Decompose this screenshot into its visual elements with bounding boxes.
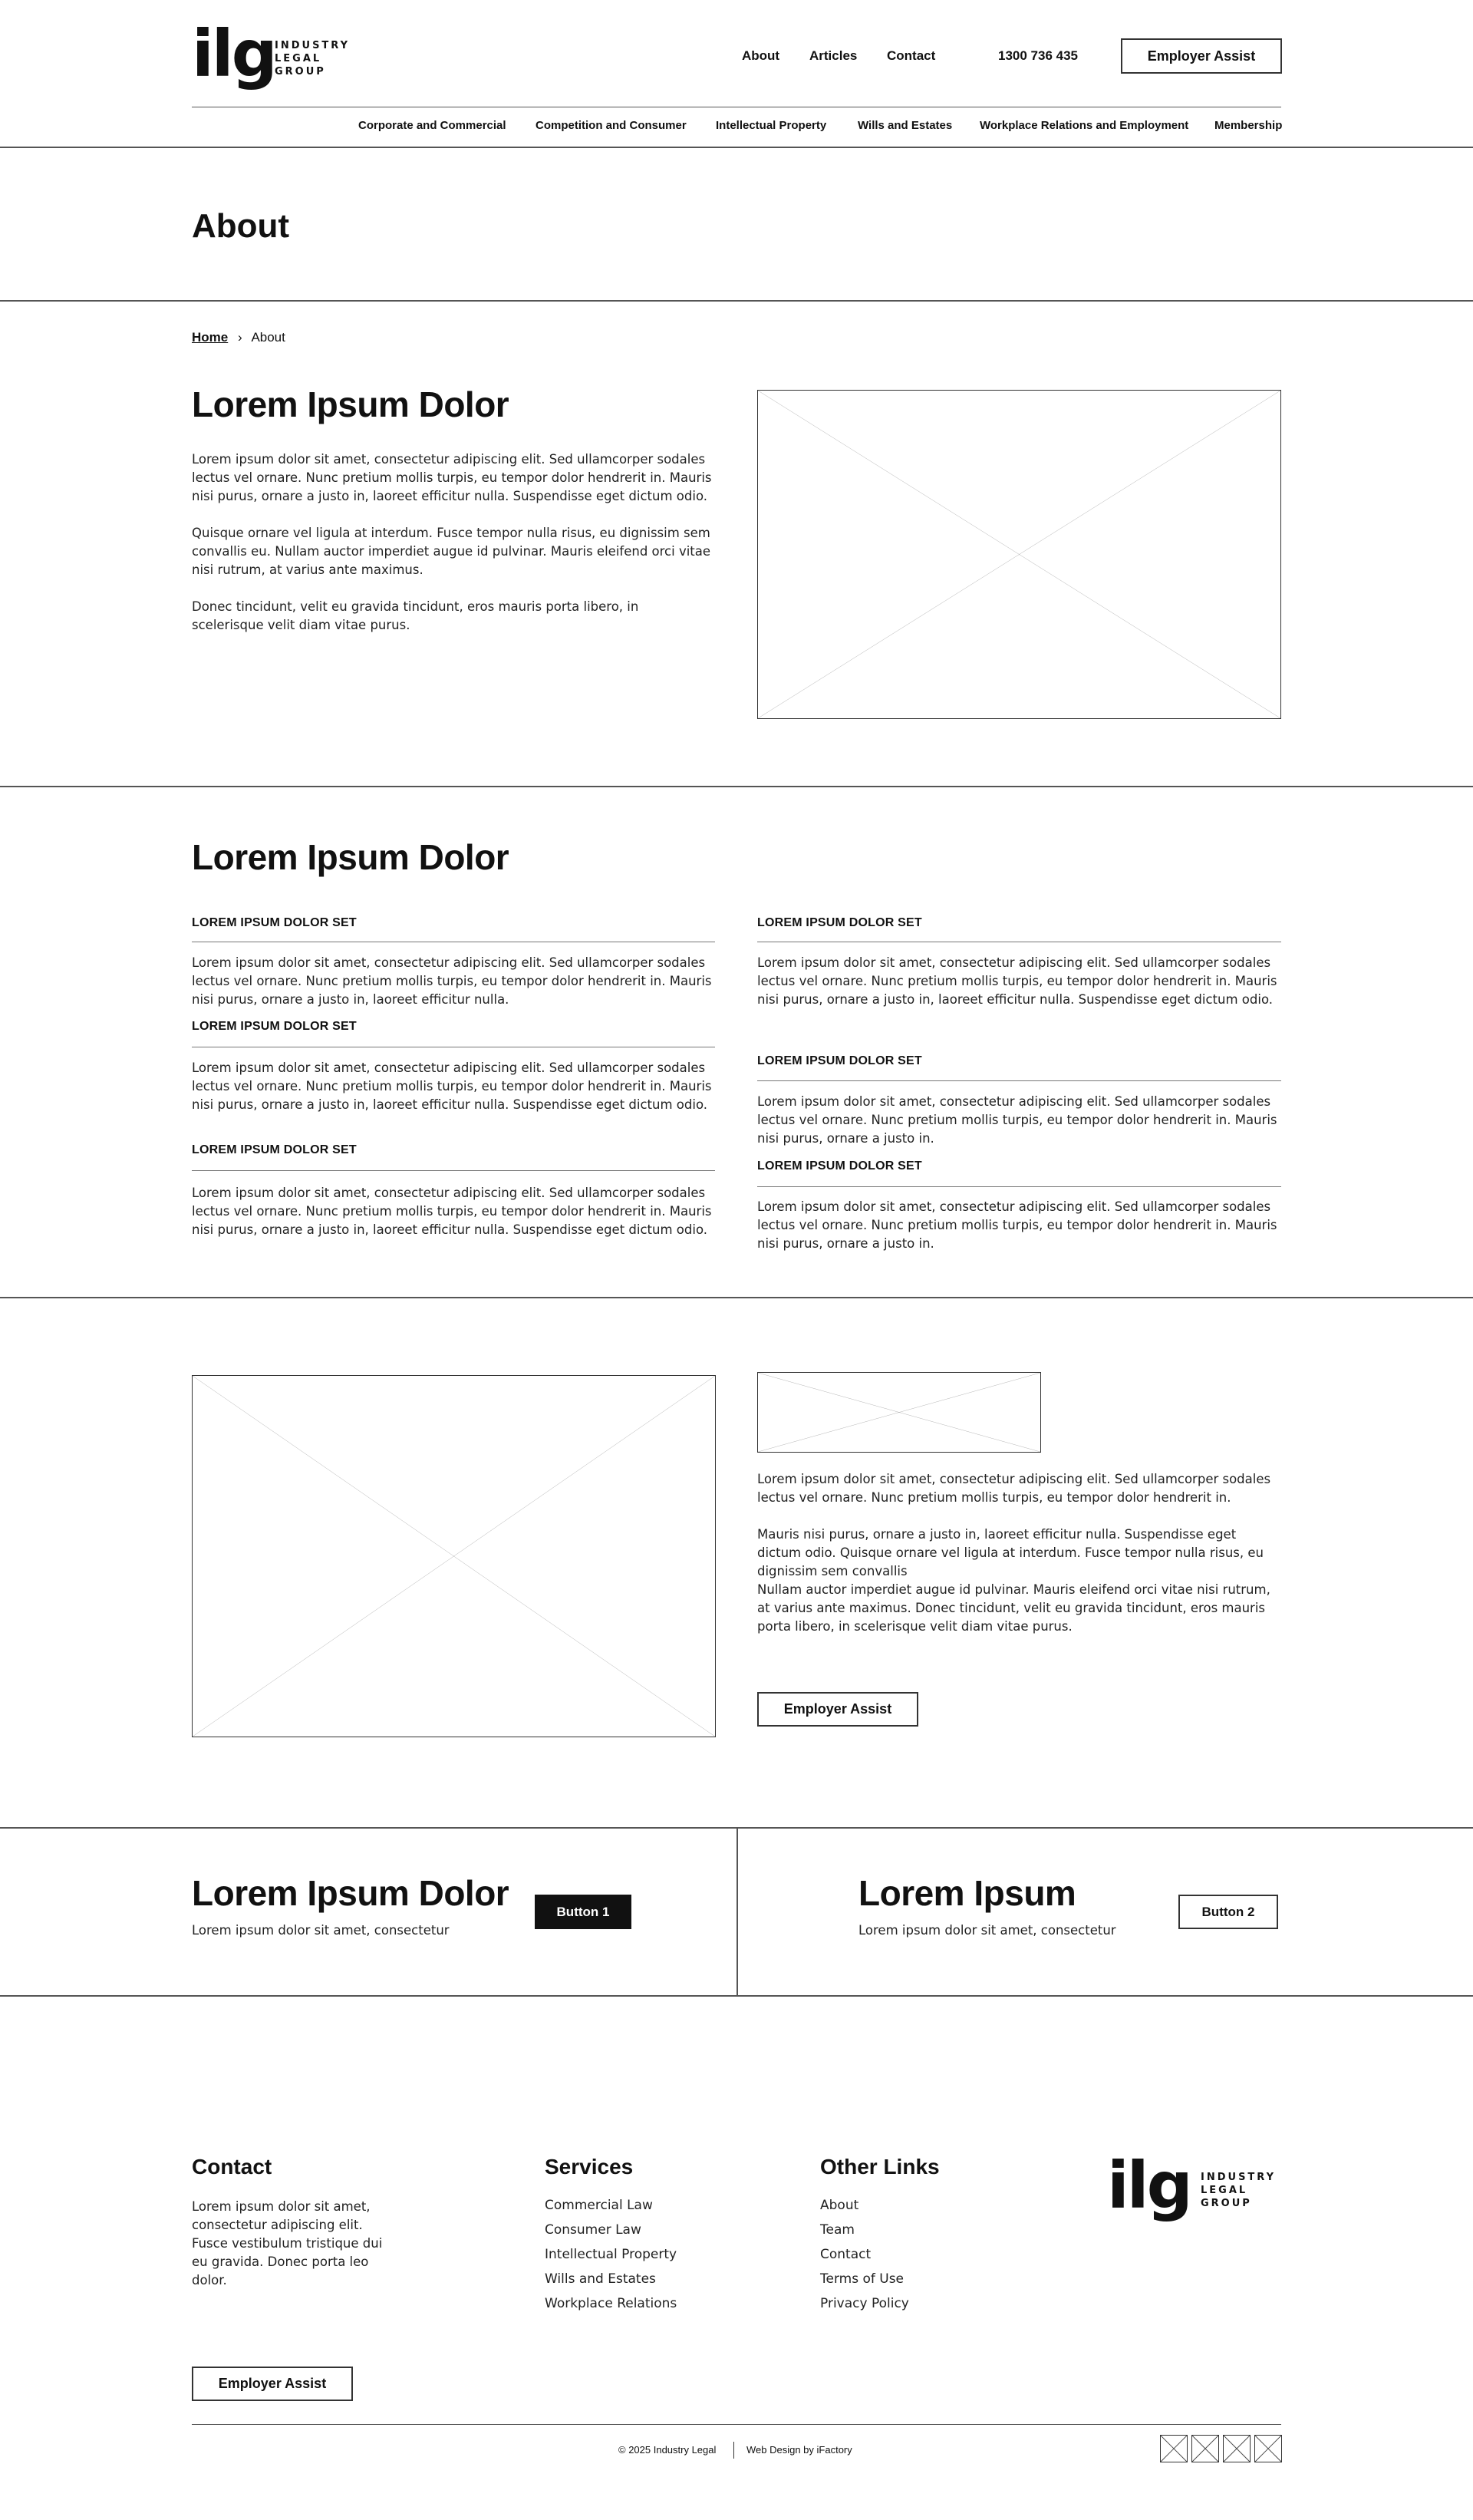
footer-credit-divider [733, 2442, 734, 2459]
social-icon-1[interactable] [1160, 2435, 1188, 2462]
social-icon-2[interactable] [1191, 2435, 1219, 2462]
media-paragraph: Nullam auctor imperdiet augue id pulvinar. Mauris eleifend orci vitae nisi rutrum, at varius ante maximus. Donec tincidunt, velit eu gravida tincidunt, eros mauris porta libero, in scelerisque velit diam vitae purus. [757, 1582, 1270, 1634]
footer-link-commercial-law[interactable]: Commercial Law [545, 2198, 653, 2213]
subnav-workplace[interactable]: Workplace Relations and Employment [980, 119, 1189, 132]
page-title: About [192, 207, 290, 245]
intro-heading: Lorem Ipsum Dolor [192, 384, 509, 424]
feature-rule [192, 1170, 715, 1171]
footer-contact-title: Contact [192, 2155, 272, 2179]
media-paragraph: Lorem ipsum dolor sit amet, consectetur adipiscing elit. Sed ullamcorper sodales lectus vel ornare. Nunc pretium mollis turpis, eu tempor dolor hendrerit in. [757, 1472, 1271, 1505]
social-icon-4[interactable] [1254, 2435, 1282, 2462]
header-bottom-border [0, 147, 1473, 148]
cta-band-divider [736, 1827, 738, 1996]
footer-link-consumer-law[interactable]: Consumer Law [545, 2222, 641, 2238]
intro-image-placeholder [757, 390, 1281, 719]
breadcrumb-separator-icon: › [237, 330, 242, 345]
footer-link-terms[interactable]: Terms of Use [820, 2271, 905, 2287]
nav-about[interactable]: About [742, 48, 780, 63]
nav-articles[interactable]: Articles [809, 48, 858, 63]
breadcrumb [192, 330, 285, 345]
subnav-ip[interactable]: Intellectual Property [716, 119, 827, 132]
logo-words [275, 40, 350, 79]
footer-other-title: Other Links [820, 2155, 940, 2179]
intro-bottom-border [0, 786, 1473, 787]
subnav-competition[interactable]: Competition and Consumer [535, 119, 687, 132]
footer-link-wills[interactable]: Wills and Estates [545, 2271, 656, 2287]
feature-text: Lorem ipsum dolor sit amet, consectetur adipiscing elit. Sed ullamcorper sodales lectus vel ornare. Nunc pretium mollis turpis, eu tempor dolor hendrerit in. Mauris nisi purus, ornare a justo in, laoreet efficitur nulla. Suspendisse eget dictum odio. [192, 1060, 712, 1112]
employer-assist-button[interactable]: Employer Assist [757, 1692, 918, 1727]
employer-assist-header-button[interactable]: Employer Assist [1121, 38, 1282, 74]
subnav-membership[interactable]: Membership [1214, 119, 1283, 132]
feature-text: Lorem ipsum dolor sit amet, consectetur adipiscing elit. Sed ullamcorper sodales lectus vel ornare. Nunc pretium mollis turpis, eu tempor dolor hendrerit in. Mauris nisi purus, ornare a justo in, laoreet efficitur nulla. Suspendisse eget dictum odio. [757, 955, 1277, 1007]
intro-paragraph: Lorem ipsum dolor sit amet, consectetur adipiscing elit. Sed ullamcorper sodales lectus vel ornare. Nunc pretium mollis turpis, eu tempor dolor hendrerit in. Mauris nisi purus, ornare a justo in, laoreet efficitur nulla. Suspendisse eget dictum odio. [192, 452, 712, 503]
logo-line-3: GROUP [1201, 2197, 1252, 2209]
web-design-credit[interactable]: Web Design by iFactory [746, 2444, 852, 2456]
footer-link-contact[interactable]: Contact [820, 2247, 872, 2262]
subnav-corporate[interactable]: Corporate and Commercial [358, 119, 506, 132]
feature-rule [757, 1186, 1281, 1187]
media-image-placeholder [192, 1375, 716, 1737]
breadcrumb-home[interactable]: Home [192, 330, 229, 345]
logo-line-3: GROUP [275, 65, 326, 78]
button-1[interactable]: Button 1 [535, 1895, 631, 1929]
feature-text: Lorem ipsum dolor sit amet, consectetur adipiscing elit. Sed ullamcorper sodales lectus vel ornare. Nunc pretium mollis turpis, eu tempor dolor hendrerit in. Mauris nisi purus, ornare a justo in, laoreet efficitur nulla. [192, 955, 712, 1007]
subnav-wills[interactable]: Wills and Estates [858, 119, 953, 132]
media-body [757, 1470, 1281, 1654]
feature-rule [757, 1080, 1281, 1081]
feature-text: Lorem ipsum dolor sit amet, consectetur adipiscing elit. Sed ullamcorper sodales lectus vel ornare. Nunc pretium mollis turpis, eu tempor dolor hendrerit in. Mauris nisi purus, ornare a justo in. [757, 1094, 1277, 1146]
footer-logo[interactable] [1107, 2148, 1282, 2226]
feature-title: LOREM IPSUM DOLOR SET [192, 1143, 357, 1156]
feature-title: LOREM IPSUM DOLOR SET [757, 1159, 922, 1173]
footer-services-title: Services [545, 2155, 634, 2179]
logo-line-2: LEGAL [1201, 2184, 1248, 2196]
features-bottom-border [0, 1297, 1473, 1298]
breadcrumb-current: About [251, 330, 285, 345]
logo-line-2: LEGAL [275, 52, 322, 64]
footer-link-team[interactable]: Team [820, 2222, 855, 2238]
media-paragraph: Mauris nisi purus, ornare a justo in, laoreet efficitur nulla. Suspendisse eget dictum odio. Quisque ornare vel ligula at interdum. Fusce tempor nulla risus, eu dignissim sem convallis [757, 1527, 1264, 1578]
media-small-image-placeholder [757, 1372, 1041, 1453]
logo-line-1: INDUSTRY [275, 40, 351, 51]
cta-left-text: Lorem ipsum dolor sit amet, consectetur [192, 1923, 450, 1938]
employer-assist-footer-button[interactable]: Employer Assist [192, 2367, 353, 2401]
footer-link-privacy[interactable]: Privacy Policy [820, 2296, 909, 2311]
feature-title: LOREM IPSUM DOLOR SET [757, 1054, 922, 1067]
logo-line-1: INDUSTRY [1201, 2172, 1277, 2183]
features-heading: Lorem Ipsum Dolor [192, 837, 509, 877]
button-2[interactable]: Button 2 [1178, 1895, 1278, 1929]
cta-left-title: Lorem Ipsum Dolor [192, 1873, 509, 1913]
footer-divider [192, 2424, 1281, 2425]
footer-link-workplace[interactable]: Workplace Relations [545, 2296, 677, 2311]
hero-bottom-border [0, 300, 1473, 302]
nav-contact[interactable]: Contact [887, 48, 936, 63]
feature-text: Lorem ipsum dolor sit amet, consectetur adipiscing elit. Sed ullamcorper sodales lectus vel ornare. Nunc pretium mollis turpis, eu tempor dolor hendrerit in. Mauris nisi purus, ornare a justo in. [757, 1199, 1277, 1251]
cta-right-title: Lorem Ipsum [858, 1873, 1076, 1913]
intro-body [192, 450, 713, 653]
intro-paragraph: Donec tincidunt, velit eu gravida tincidunt, eros mauris porta libero, in scelerisque velit diam vitae purus. [192, 599, 639, 632]
social-icon-3[interactable] [1223, 2435, 1251, 2462]
footer-link-about[interactable]: About [820, 2198, 859, 2213]
logo-words [1201, 2172, 1276, 2211]
feature-title: LOREM IPSUM DOLOR SET [192, 1020, 357, 1033]
feature-title: LOREM IPSUM DOLOR SET [757, 916, 922, 929]
cta-right-text: Lorem ipsum dolor sit amet, consectetur [858, 1923, 1116, 1938]
footer-link-ip[interactable]: Intellectual Property [545, 2247, 677, 2262]
cta-band-bottom-border [0, 1995, 1473, 1997]
footer-contact-text: Lorem ipsum dolor sit amet, consectetur adipiscing elit. Fusce vestibulum tristique dui eu gravida. Donec porta leo dolor. [192, 2199, 383, 2287]
logo[interactable] [192, 16, 353, 94]
logo-mark: ilg [1107, 2148, 1191, 2223]
feature-title: LOREM IPSUM DOLOR SET [192, 916, 357, 929]
feature-text: Lorem ipsum dolor sit amet, consectetur adipiscing elit. Sed ullamcorper sodales lectus vel ornare. Nunc pretium mollis turpis, eu tempor dolor hendrerit in. Mauris nisi purus, ornare a justo in, laoreet efficitur nulla. Suspendisse eget dictum odio. [192, 1186, 712, 1237]
phone-link[interactable]: 1300 736 435 [998, 48, 1078, 63]
logo-mark: ilg [192, 16, 275, 91]
intro-paragraph: Quisque ornare vel ligula at interdum. Fusce tempor nulla risus, eu dignissim sem convallis eu. Nullam auctor imperdiet augue id pulvinar. Mauris eleifend orci vitae nisi rutrum, at varius ante maximus. [192, 526, 711, 577]
copyright: © 2025 Industry Legal [618, 2444, 717, 2456]
